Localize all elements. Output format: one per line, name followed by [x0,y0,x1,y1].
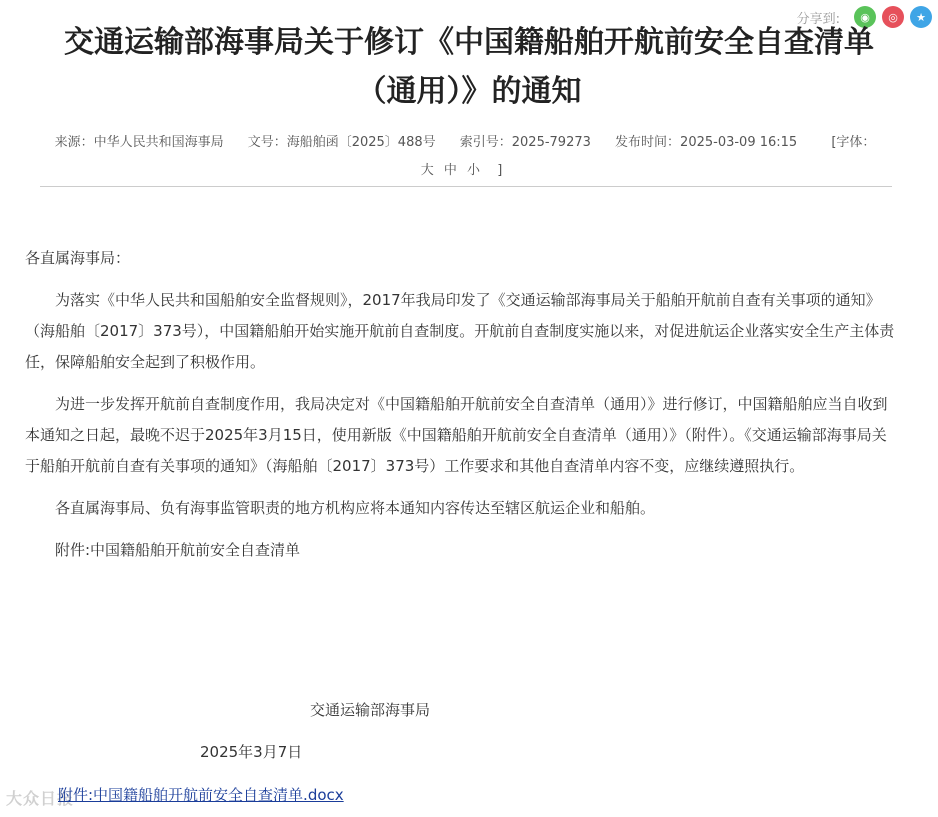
font-size-large[interactable]: 大 [420,163,434,178]
font-size-end: ] [497,163,503,178]
signature-org: 交通运输部海事局 [310,701,431,719]
paragraph-2: 为进一步发挥开航前自查制度作用，我局决定对《中国籍船舶开航前安全自查清单（通用）》进行修订，中国籍船舶应当自收到本通知之日起，最晚不迟于2025年3月15日，使用新版《中国籍船舶开航前安全自查清单（通用）》（附件）。《交通运输部海事局关于船舶开航前自查有关事项的通知》（海船舶〔2017〕373号）工作要求和其他自查清单内容不变，应继续遵照执行。 [25,395,888,475]
wechat-icon[interactable]: ◉ [854,6,876,28]
salutation: 各直属海事局： [25,249,131,267]
divider [40,186,892,187]
meta-index-number: 索引号：2025-79273 [459,135,591,150]
article-body [25,243,895,577]
font-size-small[interactable]: 小 [467,163,481,178]
signature-date: 2025年3月7日 [200,743,303,761]
attachment-note: 附件:中国籍船舶开航前安全自查清单 [55,541,301,559]
page-title: 交通运输部海事局关于修订《中国籍船舶开航前安全自查清单（通用）》的通知 [64,25,874,109]
meta-publish-time: 发布时间：2025-03-09 16:15 [615,135,798,150]
font-size-label: [字体： [831,135,876,150]
meta-source: 来源：中华人民共和国海事局 [54,135,224,150]
weibo-icon[interactable]: ◎ [882,6,904,28]
share-label: 分享到: [796,11,840,27]
font-size-medium[interactable]: 中 [443,163,457,178]
qzone-icon[interactable]: ★ [910,6,932,28]
meta-doc-number: 文号：海船舶函〔2025〕488号 [247,135,436,150]
paragraph-1: 为落实《中华人民共和国船舶安全监督规则》，2017年我局印发了《交通运输部海事局关于船舶开航前自查有关事项的通知》（海船舶〔2017〕373号），中国籍船舶开始实施开航前自查制度。开航前自查制度实施以来，对促进航运企业落实安全生产主体责任，保障船舶安全起到了积极作用。 [25,291,895,371]
watermark-logo: 大众日报 [6,789,75,808]
article-meta [40,129,890,185]
paragraph-3: 各直属海事局、负有海事监管职责的地方机构应将本通知内容传达至辖区航运企业和船舶。 [55,499,656,517]
attachment-link[interactable]: 附件:中国籍船舶开航前安全自查清单.docx [58,786,344,804]
